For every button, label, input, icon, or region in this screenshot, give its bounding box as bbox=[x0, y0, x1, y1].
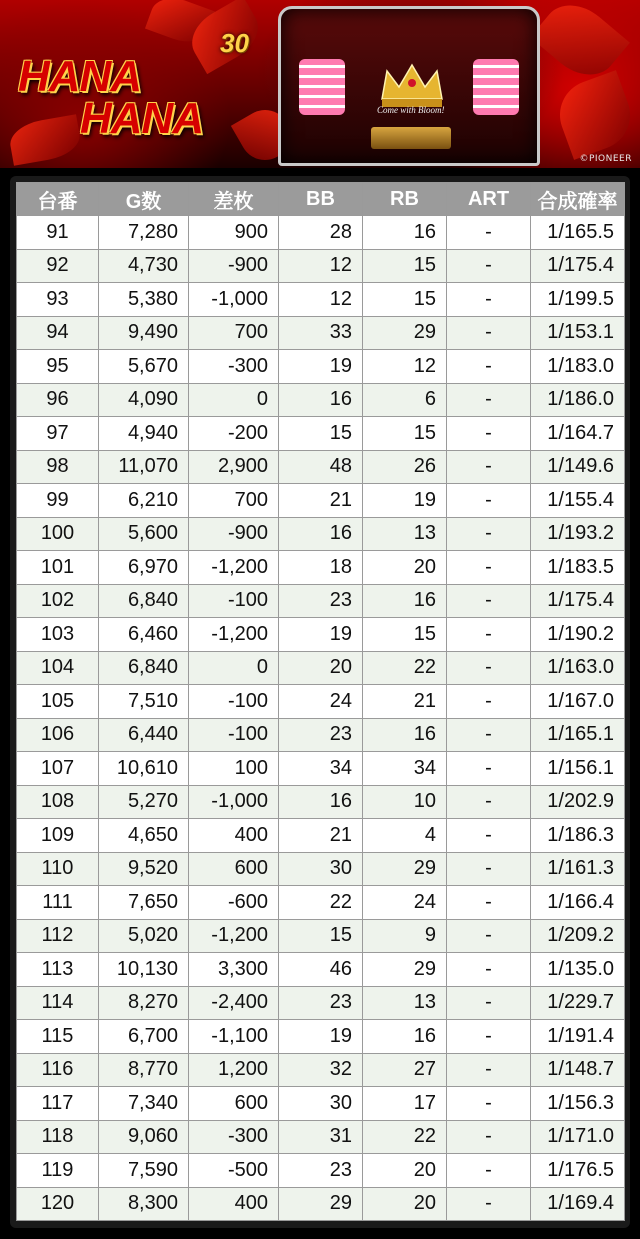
cell-art: - bbox=[447, 450, 531, 484]
header-machine-number: 台番 bbox=[17, 183, 99, 216]
cell-bb: 29 bbox=[279, 1187, 363, 1221]
cell-combined-probability: 1/191.4 bbox=[531, 1020, 625, 1054]
cell-rb: 15 bbox=[363, 249, 447, 283]
cell-art: - bbox=[447, 484, 531, 518]
cell-difference: 100 bbox=[189, 752, 279, 786]
cell-rb: 15 bbox=[363, 417, 447, 451]
header-difference: 差枚 bbox=[189, 183, 279, 216]
cell-machine-number: 107 bbox=[17, 752, 99, 786]
cell-combined-probability: 1/161.3 bbox=[531, 852, 625, 886]
logo-line-2: HANA bbox=[80, 94, 204, 143]
cell-rb: 15 bbox=[363, 618, 447, 652]
table-row bbox=[17, 383, 625, 417]
cell-combined-probability: 1/175.4 bbox=[531, 249, 625, 283]
cell-art: - bbox=[447, 584, 531, 618]
cell-art: - bbox=[447, 685, 531, 719]
cell-game-count: 6,840 bbox=[99, 584, 189, 618]
machine-tagline: Come with Bloom! bbox=[377, 105, 445, 115]
cell-combined-probability: 1/199.5 bbox=[531, 283, 625, 317]
cell-machine-number: 105 bbox=[17, 685, 99, 719]
cell-game-count: 6,970 bbox=[99, 551, 189, 585]
cell-art: - bbox=[447, 752, 531, 786]
slot-machine-image bbox=[278, 6, 540, 166]
table-row bbox=[17, 249, 625, 283]
cell-combined-probability: 1/156.1 bbox=[531, 752, 625, 786]
cell-rb: 6 bbox=[363, 383, 447, 417]
table-row bbox=[17, 919, 625, 953]
cell-combined-probability: 1/190.2 bbox=[531, 618, 625, 652]
cell-machine-number: 94 bbox=[17, 316, 99, 350]
cell-rb: 29 bbox=[363, 953, 447, 987]
cell-rb: 34 bbox=[363, 752, 447, 786]
cell-game-count: 5,670 bbox=[99, 350, 189, 384]
table-row bbox=[17, 1087, 625, 1121]
table-row bbox=[17, 752, 625, 786]
cell-rb: 29 bbox=[363, 852, 447, 886]
table-row bbox=[17, 1020, 625, 1054]
cell-combined-probability: 1/148.7 bbox=[531, 1053, 625, 1087]
cell-game-count: 8,270 bbox=[99, 986, 189, 1020]
cell-bb: 19 bbox=[279, 1020, 363, 1054]
cell-rb: 20 bbox=[363, 551, 447, 585]
cell-art: - bbox=[447, 1187, 531, 1221]
cell-bb: 16 bbox=[279, 383, 363, 417]
cell-combined-probability: 1/183.0 bbox=[531, 350, 625, 384]
cell-machine-number: 108 bbox=[17, 785, 99, 819]
cell-rb: 20 bbox=[363, 1187, 447, 1221]
cell-machine-number: 106 bbox=[17, 718, 99, 752]
cell-rb: 13 bbox=[363, 986, 447, 1020]
cell-difference: -1,200 bbox=[189, 551, 279, 585]
table-row bbox=[17, 1053, 625, 1087]
cell-bb: 23 bbox=[279, 718, 363, 752]
cell-machine-number: 99 bbox=[17, 484, 99, 518]
copyright-text: ©PIONEER bbox=[579, 154, 632, 164]
anniversary-badge: 30 bbox=[220, 28, 249, 58]
cell-game-count: 10,130 bbox=[99, 953, 189, 987]
cell-bb: 15 bbox=[279, 417, 363, 451]
cell-game-count: 6,840 bbox=[99, 651, 189, 685]
cell-bb: 31 bbox=[279, 1120, 363, 1154]
cell-bb: 19 bbox=[279, 618, 363, 652]
cell-difference: -100 bbox=[189, 584, 279, 618]
cell-rb: 19 bbox=[363, 484, 447, 518]
cell-bb: 23 bbox=[279, 584, 363, 618]
table-row bbox=[17, 517, 625, 551]
right-wing-lamp bbox=[473, 59, 519, 115]
cell-rb: 27 bbox=[363, 1053, 447, 1087]
cell-difference: 400 bbox=[189, 819, 279, 853]
cell-difference: -300 bbox=[189, 1120, 279, 1154]
cell-art: - bbox=[447, 216, 531, 250]
cell-rb: 22 bbox=[363, 651, 447, 685]
cell-machine-number: 116 bbox=[17, 1053, 99, 1087]
cell-game-count: 9,520 bbox=[99, 852, 189, 886]
cell-rb: 22 bbox=[363, 1120, 447, 1154]
cell-art: - bbox=[447, 1087, 531, 1121]
cell-game-count: 7,650 bbox=[99, 886, 189, 920]
cell-bb: 12 bbox=[279, 249, 363, 283]
cell-art: - bbox=[447, 785, 531, 819]
cell-difference: 600 bbox=[189, 852, 279, 886]
cell-game-count: 7,510 bbox=[99, 685, 189, 719]
cell-machine-number: 110 bbox=[17, 852, 99, 886]
cell-combined-probability: 1/169.4 bbox=[531, 1187, 625, 1221]
cell-game-count: 6,440 bbox=[99, 718, 189, 752]
table-row bbox=[17, 1187, 625, 1221]
table-row bbox=[17, 852, 625, 886]
cell-bb: 21 bbox=[279, 484, 363, 518]
cell-combined-probability: 1/156.3 bbox=[531, 1087, 625, 1121]
flower-petal-decoration bbox=[550, 70, 640, 160]
cell-bb: 21 bbox=[279, 819, 363, 853]
table-row bbox=[17, 1120, 625, 1154]
cell-bb: 15 bbox=[279, 919, 363, 953]
cell-game-count: 5,020 bbox=[99, 919, 189, 953]
cell-art: - bbox=[447, 283, 531, 317]
cell-combined-probability: 1/155.4 bbox=[531, 484, 625, 518]
cell-difference: -1,200 bbox=[189, 618, 279, 652]
cell-difference: 0 bbox=[189, 651, 279, 685]
cell-art: - bbox=[447, 249, 531, 283]
cell-rb: 20 bbox=[363, 1154, 447, 1188]
cell-bb: 19 bbox=[279, 350, 363, 384]
cell-art: - bbox=[447, 886, 531, 920]
cell-combined-probability: 1/186.0 bbox=[531, 383, 625, 417]
logo-line-1: HANA bbox=[18, 52, 142, 101]
cell-bb: 28 bbox=[279, 216, 363, 250]
table-row bbox=[17, 316, 625, 350]
cell-game-count: 6,210 bbox=[99, 484, 189, 518]
cell-combined-probability: 1/193.2 bbox=[531, 517, 625, 551]
table-row bbox=[17, 584, 625, 618]
cell-difference: -200 bbox=[189, 417, 279, 451]
cell-art: - bbox=[447, 551, 531, 585]
cell-rb: 29 bbox=[363, 316, 447, 350]
cell-game-count: 7,340 bbox=[99, 1087, 189, 1121]
cell-game-count: 5,270 bbox=[99, 785, 189, 819]
cell-art: - bbox=[447, 718, 531, 752]
cell-combined-probability: 1/135.0 bbox=[531, 953, 625, 987]
cell-machine-number: 95 bbox=[17, 350, 99, 384]
cell-game-count: 7,590 bbox=[99, 1154, 189, 1188]
cell-art: - bbox=[447, 819, 531, 853]
cell-art: - bbox=[447, 852, 531, 886]
cell-machine-number: 102 bbox=[17, 584, 99, 618]
cell-bb: 30 bbox=[279, 1087, 363, 1121]
table-row bbox=[17, 216, 625, 250]
cell-rb: 13 bbox=[363, 517, 447, 551]
cell-rb: 26 bbox=[363, 450, 447, 484]
cell-rb: 4 bbox=[363, 819, 447, 853]
table-header-row bbox=[17, 183, 625, 216]
cell-machine-number: 118 bbox=[17, 1120, 99, 1154]
cell-game-count: 6,460 bbox=[99, 618, 189, 652]
table-row bbox=[17, 718, 625, 752]
cell-machine-number: 91 bbox=[17, 216, 99, 250]
cell-rb: 12 bbox=[363, 350, 447, 384]
cell-bb: 23 bbox=[279, 1154, 363, 1188]
cell-machine-number: 97 bbox=[17, 417, 99, 451]
cell-rb: 9 bbox=[363, 919, 447, 953]
cell-game-count: 9,060 bbox=[99, 1120, 189, 1154]
cell-art: - bbox=[447, 1053, 531, 1087]
cell-bb: 24 bbox=[279, 685, 363, 719]
cell-bb: 16 bbox=[279, 517, 363, 551]
cell-machine-number: 115 bbox=[17, 1020, 99, 1054]
cell-rb: 16 bbox=[363, 584, 447, 618]
cell-art: - bbox=[447, 316, 531, 350]
cell-combined-probability: 1/229.7 bbox=[531, 986, 625, 1020]
cell-machine-number: 104 bbox=[17, 651, 99, 685]
cell-machine-number: 100 bbox=[17, 517, 99, 551]
cell-difference: 700 bbox=[189, 316, 279, 350]
cell-game-count: 7,280 bbox=[99, 216, 189, 250]
cell-game-count: 8,300 bbox=[99, 1187, 189, 1221]
cell-machine-number: 93 bbox=[17, 283, 99, 317]
cell-bb: 12 bbox=[279, 283, 363, 317]
cell-bb: 20 bbox=[279, 651, 363, 685]
cell-combined-probability: 1/167.0 bbox=[531, 685, 625, 719]
cell-combined-probability: 1/165.5 bbox=[531, 216, 625, 250]
cell-rb: 16 bbox=[363, 216, 447, 250]
cell-bb: 33 bbox=[279, 316, 363, 350]
cell-difference: -100 bbox=[189, 718, 279, 752]
table-row bbox=[17, 986, 625, 1020]
cell-machine-number: 92 bbox=[17, 249, 99, 283]
cell-machine-number: 112 bbox=[17, 919, 99, 953]
table-row bbox=[17, 484, 625, 518]
cell-combined-probability: 1/176.5 bbox=[531, 1154, 625, 1188]
cell-machine-number: 101 bbox=[17, 551, 99, 585]
cell-bb: 32 bbox=[279, 1053, 363, 1087]
cell-difference: -2,400 bbox=[189, 986, 279, 1020]
cell-machine-number: 117 bbox=[17, 1087, 99, 1121]
cell-art: - bbox=[447, 1120, 531, 1154]
cell-rb: 16 bbox=[363, 718, 447, 752]
table-row bbox=[17, 618, 625, 652]
cell-game-count: 8,770 bbox=[99, 1053, 189, 1087]
crown-icon bbox=[377, 59, 447, 109]
cell-difference: -1,100 bbox=[189, 1020, 279, 1054]
cell-bb: 16 bbox=[279, 785, 363, 819]
reel-panel bbox=[371, 127, 451, 149]
cell-game-count: 6,700 bbox=[99, 1020, 189, 1054]
table-row bbox=[17, 685, 625, 719]
header-bb: BB bbox=[279, 183, 363, 216]
cell-combined-probability: 1/163.0 bbox=[531, 651, 625, 685]
cell-game-count: 4,730 bbox=[99, 249, 189, 283]
cell-combined-probability: 1/166.4 bbox=[531, 886, 625, 920]
cell-difference: -500 bbox=[189, 1154, 279, 1188]
cell-bb: 34 bbox=[279, 752, 363, 786]
machine-data-table bbox=[16, 182, 625, 1221]
cell-combined-probability: 1/183.5 bbox=[531, 551, 625, 585]
table-body bbox=[17, 216, 625, 1221]
machine-data-table-container bbox=[10, 176, 630, 1228]
cell-rb: 16 bbox=[363, 1020, 447, 1054]
table-row bbox=[17, 953, 625, 987]
cell-art: - bbox=[447, 986, 531, 1020]
cell-difference: 600 bbox=[189, 1087, 279, 1121]
cell-art: - bbox=[447, 1154, 531, 1188]
cell-game-count: 10,610 bbox=[99, 752, 189, 786]
cell-difference: -1,000 bbox=[189, 785, 279, 819]
table-row bbox=[17, 651, 625, 685]
cell-bb: 22 bbox=[279, 886, 363, 920]
cell-machine-number: 109 bbox=[17, 819, 99, 853]
cell-combined-probability: 1/175.4 bbox=[531, 584, 625, 618]
cell-combined-probability: 1/209.2 bbox=[531, 919, 625, 953]
header-combined-probability: 合成確率 bbox=[531, 183, 625, 216]
cell-combined-probability: 1/186.3 bbox=[531, 819, 625, 853]
cell-combined-probability: 1/164.7 bbox=[531, 417, 625, 451]
cell-machine-number: 114 bbox=[17, 986, 99, 1020]
cell-combined-probability: 1/149.6 bbox=[531, 450, 625, 484]
cell-rb: 17 bbox=[363, 1087, 447, 1121]
table-row bbox=[17, 283, 625, 317]
cell-difference: -600 bbox=[189, 886, 279, 920]
cell-bb: 30 bbox=[279, 852, 363, 886]
cell-difference: 1,200 bbox=[189, 1053, 279, 1087]
cell-difference: -300 bbox=[189, 350, 279, 384]
cell-machine-number: 103 bbox=[17, 618, 99, 652]
cell-combined-probability: 1/171.0 bbox=[531, 1120, 625, 1154]
cell-difference: 3,300 bbox=[189, 953, 279, 987]
hanahana-logo bbox=[18, 52, 288, 152]
cell-difference: 700 bbox=[189, 484, 279, 518]
header-game-count: G数 bbox=[99, 183, 189, 216]
cell-game-count: 4,650 bbox=[99, 819, 189, 853]
cell-combined-probability: 1/202.9 bbox=[531, 785, 625, 819]
cell-bb: 23 bbox=[279, 986, 363, 1020]
cell-bb: 18 bbox=[279, 551, 363, 585]
table-row bbox=[17, 417, 625, 451]
cell-art: - bbox=[447, 618, 531, 652]
cell-machine-number: 119 bbox=[17, 1154, 99, 1188]
cell-machine-number: 111 bbox=[17, 886, 99, 920]
cell-rb: 21 bbox=[363, 685, 447, 719]
table-row bbox=[17, 785, 625, 819]
cell-combined-probability: 1/153.1 bbox=[531, 316, 625, 350]
left-wing-lamp bbox=[299, 59, 345, 115]
cell-difference: -1,000 bbox=[189, 283, 279, 317]
table-row bbox=[17, 886, 625, 920]
cell-art: - bbox=[447, 383, 531, 417]
cell-machine-number: 113 bbox=[17, 953, 99, 987]
cell-rb: 10 bbox=[363, 785, 447, 819]
table-row bbox=[17, 551, 625, 585]
cell-rb: 24 bbox=[363, 886, 447, 920]
cell-machine-number: 96 bbox=[17, 383, 99, 417]
cell-art: - bbox=[447, 953, 531, 987]
cell-bb: 46 bbox=[279, 953, 363, 987]
table-row bbox=[17, 450, 625, 484]
cell-difference: 0 bbox=[189, 383, 279, 417]
cell-difference: 400 bbox=[189, 1187, 279, 1221]
cell-difference: -1,200 bbox=[189, 919, 279, 953]
cell-game-count: 11,070 bbox=[99, 450, 189, 484]
cell-art: - bbox=[447, 651, 531, 685]
hanahana-banner bbox=[0, 0, 640, 168]
cell-difference: 2,900 bbox=[189, 450, 279, 484]
table-row bbox=[17, 819, 625, 853]
cell-game-count: 4,940 bbox=[99, 417, 189, 451]
cell-game-count: 9,490 bbox=[99, 316, 189, 350]
cell-art: - bbox=[447, 350, 531, 384]
cell-difference: -100 bbox=[189, 685, 279, 719]
cell-machine-number: 98 bbox=[17, 450, 99, 484]
cell-difference: 900 bbox=[189, 216, 279, 250]
cell-rb: 15 bbox=[363, 283, 447, 317]
cell-art: - bbox=[447, 1020, 531, 1054]
cell-combined-probability: 1/165.1 bbox=[531, 718, 625, 752]
cell-difference: -900 bbox=[189, 517, 279, 551]
cell-game-count: 5,380 bbox=[99, 283, 189, 317]
table-row bbox=[17, 350, 625, 384]
cell-game-count: 4,090 bbox=[99, 383, 189, 417]
table-row bbox=[17, 1154, 625, 1188]
header-art: ART bbox=[447, 183, 531, 216]
cell-difference: -900 bbox=[189, 249, 279, 283]
cell-bb: 48 bbox=[279, 450, 363, 484]
cell-art: - bbox=[447, 919, 531, 953]
cell-art: - bbox=[447, 417, 531, 451]
cell-game-count: 5,600 bbox=[99, 517, 189, 551]
cell-machine-number: 120 bbox=[17, 1187, 99, 1221]
cell-art: - bbox=[447, 517, 531, 551]
header-rb: RB bbox=[363, 183, 447, 216]
